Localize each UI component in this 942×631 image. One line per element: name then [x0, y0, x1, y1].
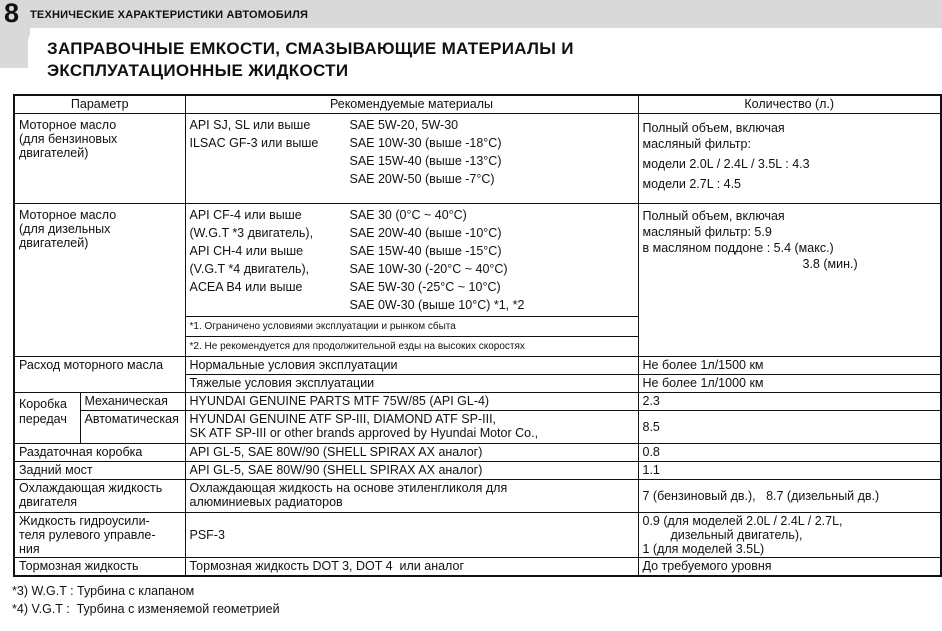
material-oil-consumption-normal: Нормальные условия эксплуатации [185, 357, 638, 375]
qty-line: 3.8 (мин.) [802, 257, 858, 271]
quantity-engine-oil-diesel [638, 204, 941, 357]
table-row-engine-oil-diesel [14, 204, 941, 317]
material-line: HYUNDAI GENUINE ATF SP-III, DIAMOND ATF SP-III, [189, 412, 497, 426]
material-gearbox-auto [185, 411, 638, 444]
api-spec: ILSAC GF-3 или выше [189, 136, 319, 150]
qty-line: Полный объем, включая [642, 121, 785, 135]
table-row-engine-oil-petrol [14, 114, 941, 204]
material-line: алюминиевых радиаторов [189, 495, 343, 509]
page-title-line2: ЭКСПЛУАТАЦИОННЫЕ ЖИДКОСТИ [47, 61, 349, 80]
sae-spec: SAE 30 (0°C ~ 40°C) [349, 208, 467, 222]
footnote-wgt: *3) W.G.T : Турбина с клапаном [12, 584, 195, 598]
qty-line: модели 2.0L / 2.4L / 3.5L : 4.3 [642, 157, 810, 171]
quantity-rear-axle: 1.1 [638, 462, 941, 480]
sae-spec: SAE 20W-40 (выше -10°C) [349, 226, 502, 240]
param-brake-fluid: Тормозная жидкость [14, 558, 185, 577]
quantity-power-steering [638, 513, 941, 558]
qty-line: масляный фильтр: 5.9 [642, 225, 772, 239]
api-spec-list [190, 206, 350, 296]
quantity-gearbox-manual: 2.3 [638, 393, 941, 411]
table-row-gearbox-auto [14, 411, 941, 444]
param-line: двигателей) [19, 146, 89, 160]
footnote-vgt: *4) V.G.T : Турбина с изменяемой геометрией [12, 602, 280, 616]
material-transfer-case: API GL-5, SAE 80W/90 (SHELL SPIRAX AX аналог) [185, 444, 638, 462]
material-line: SK ATF SP-III or other brands approved by Hyundai Motor Co., [189, 426, 539, 440]
qty-line: масляный фильтр: [642, 137, 751, 151]
param-oil-consumption: Расход моторного масла [14, 357, 185, 393]
quantity-engine-oil-petrol [638, 114, 941, 204]
param-line: двигателей) [19, 236, 89, 250]
table-row-gearbox-manual [14, 393, 941, 411]
param-engine-oil-petrol [14, 114, 185, 204]
param-coolant [14, 480, 185, 513]
sae-spec: SAE 5W-30 (-25°C ~ 10°C) [349, 280, 501, 294]
material-brake-fluid: Тормозная жидкость DOT 3, DOT 4 или аналог [185, 558, 638, 577]
page-title-line1: ЗАПРАВОЧНЫЕ ЕМКОСТИ, СМАЗЫВАЮЩИЕ МАТЕРИАЛЫ И [47, 39, 574, 58]
quantity-gearbox-auto: 8.5 [638, 411, 941, 444]
header-materials: Рекомендуемые материалы [185, 95, 638, 114]
section-title: ТЕХНИЧЕСКИЕ ХАРАКТЕРИСТИКИ АВТОМОБИЛЯ [30, 9, 309, 21]
param-rear-axle: Задний мост [14, 462, 185, 480]
header-notch [0, 28, 30, 68]
diesel-note-1: *1. Ограничено условиями эксплуатации и рынком сбыта [185, 317, 638, 337]
param-line: Коробка [19, 397, 67, 411]
materials-engine-oil-petrol [185, 114, 638, 204]
materials-engine-oil-diesel [185, 204, 638, 317]
api-spec: (W.G.T *3 двигатель), [189, 226, 314, 240]
header-param: Параметр [14, 95, 185, 114]
param-line: теля рулевого управле- [19, 528, 156, 542]
qty-line: в масляном поддоне : 5.4 (макс.) [642, 241, 834, 255]
param-line: двигателя [19, 495, 78, 509]
param-transfer-case: Раздаточная коробка [14, 444, 185, 462]
sae-spec: SAE 15W-40 (выше -15°C) [349, 244, 502, 258]
api-spec: API CF-4 или выше [189, 208, 302, 222]
table-row-power-steering [14, 513, 941, 558]
param-line: Жидкость гидроусили- [19, 514, 150, 528]
api-spec-list [190, 116, 350, 152]
param-line: (для дизельных [19, 222, 111, 236]
material-line: Охлаждающая жидкость на основе этиленгликоля для [189, 481, 508, 495]
api-spec: ACEA B4 или выше [189, 280, 303, 294]
sae-spec: SAE 5W-20, 5W-30 [349, 118, 459, 132]
page-number: 8 [4, 0, 20, 28]
param-line: Моторное масло [19, 118, 117, 132]
page-title [47, 38, 574, 82]
quantity-oil-consumption-heavy: Не более 1л/1000 км [638, 375, 941, 393]
qty-line: 0.9 (для моделей 2.0L / 2.4L / 2.7L, [642, 514, 843, 528]
gearbox-auto-label: Автоматическая [80, 411, 185, 444]
param-engine-oil-diesel [14, 204, 185, 357]
table-row-oil-consumption-normal [14, 357, 941, 375]
qty-line: Полный объем, включая [642, 209, 785, 223]
api-spec: API SJ, SL или выше [189, 118, 311, 132]
table-row-brake-fluid [14, 558, 941, 577]
header-quantity: Количество (л.) [638, 95, 941, 114]
param-line: ния [19, 542, 40, 556]
sae-spec: SAE 10W-30 (-20°C ~ 40°C) [349, 262, 508, 276]
param-power-steering [14, 513, 185, 558]
qty-line: дизельный двигатель), [670, 528, 803, 542]
sae-spec: SAE 0W-30 (выше 10°C) *1, *2 [349, 298, 525, 312]
qty-line: модели 2.7L : 4.5 [642, 177, 742, 191]
material-rear-axle: API GL-5, SAE 80W/90 (SHELL SPIRAX AX аналог) [185, 462, 638, 480]
param-gearbox [14, 393, 80, 444]
sae-spec: SAE 20W-50 (выше -7°C) [349, 172, 495, 186]
material-oil-consumption-heavy: Тяжелые условия эксплуатации [185, 375, 638, 393]
sae-spec-list [350, 116, 502, 188]
table-row-coolant [14, 480, 941, 513]
quantity-transfer-case: 0.8 [638, 444, 941, 462]
table-header-row [14, 95, 941, 114]
param-line: (для бензиновых [19, 132, 118, 146]
qty-line: 1 (для моделей 3.5L) [642, 542, 765, 556]
sae-spec: SAE 15W-40 (выше -13°C) [349, 154, 502, 168]
gearbox-manual-label: Механическая [80, 393, 185, 411]
material-power-steering: PSF-3 [185, 513, 638, 558]
material-gearbox-manual: HYUNDAI GENUINE PARTS MTF 75W/85 (API GL-4) [185, 393, 638, 411]
table-row-rear-axle [14, 462, 941, 480]
param-line: Охлаждающая жидкость [19, 481, 163, 495]
quantity-coolant: 7 (бензиновый дв.), 8.7 (дизельный дв.) [638, 480, 941, 513]
api-spec: API CH-4 или выше [189, 244, 304, 258]
sae-spec: SAE 10W-30 (выше -18°C) [349, 136, 502, 150]
api-spec: (V.G.T *4 двигатель), [189, 262, 310, 276]
param-line: передач [19, 412, 67, 426]
quantity-oil-consumption-normal: Не более 1л/1500 км [638, 357, 941, 375]
fluids-table [13, 94, 942, 577]
table-row-transfer-case [14, 444, 941, 462]
quantity-brake-fluid: До требуемого уровня [638, 558, 941, 577]
sae-spec-list [350, 206, 525, 314]
diesel-note-2: *2. Не рекомендуется для продолжительной езды на высоких скоростях [185, 337, 638, 357]
param-line: Моторное масло [19, 208, 117, 222]
material-coolant [185, 480, 638, 513]
